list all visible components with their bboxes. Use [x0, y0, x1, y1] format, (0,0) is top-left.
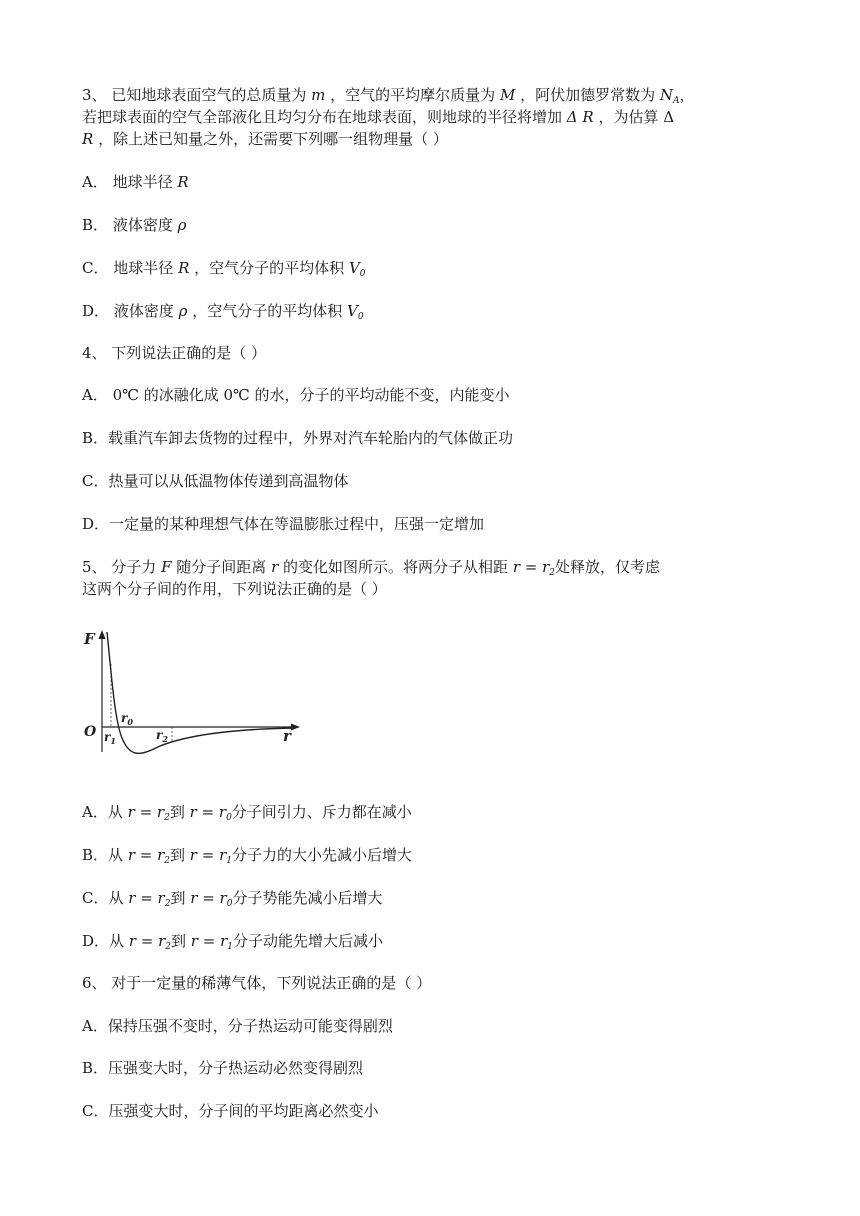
q6-option-c[interactable]: C．压强变大时，分子间的平均距离必然变小 — [82, 1102, 379, 1120]
q3-symbol-delta: Δ — [663, 108, 675, 126]
option-from: r = r — [127, 803, 165, 821]
q5-line-2: 这两个分子间的作用，下列说法正确的是（ ） — [82, 580, 387, 598]
y-axis-label: F — [84, 630, 95, 648]
option-to-word: 到 — [170, 889, 186, 907]
option-symbol-2: V — [347, 302, 358, 320]
option-from: r = r — [127, 846, 165, 864]
q6-option-b[interactable]: B．压强变大时，分子热运动必然变得剧烈 — [82, 1059, 364, 1077]
force-curve — [107, 632, 294, 753]
q5-text-1c: 的变化如图所示。将两分子从相距 — [283, 558, 509, 576]
q3-text-2: 若把球表面的空气全部液化且均匀分布在地球表面，则地球的半径将增加 — [82, 108, 563, 126]
q5-equation-sub: 2 — [549, 568, 556, 578]
option-symbol: R — [178, 259, 190, 277]
q3-option-c[interactable] — [82, 257, 366, 285]
option-letter: B． — [82, 216, 109, 234]
option-from-sub: 2 — [164, 856, 170, 866]
option-to-sub: 1 — [227, 942, 233, 952]
option-to-sub: 1 — [226, 856, 232, 866]
option-from-sub: 2 — [164, 899, 171, 909]
q6-option-a[interactable]: A．保持压强不变时，分子热运动可能变得剧烈 — [82, 1017, 393, 1035]
r0-label: $r_0$ — [121, 711, 133, 727]
q5-text-1d: 处释放，仅考虑 — [555, 558, 661, 576]
q4-option-c[interactable]: C．热量可以从低温物体传递到高温物体 — [82, 472, 349, 490]
option-text: 分子力的大小先减小后增大 — [231, 846, 412, 864]
option-letter: D． — [82, 302, 110, 320]
q3-line-2 — [82, 106, 674, 128]
option-to: r = r — [190, 932, 228, 950]
option-symbol-2-sub: 0 — [359, 269, 366, 279]
q5-text-1a: 5、 分子力 — [82, 558, 157, 576]
q4-option-b[interactable]: B．载重汽车卸去货物的过程中，外界对汽车轮胎内的气体做正功 — [82, 429, 514, 447]
option-letter: A．从 — [82, 803, 123, 821]
q3-option-d[interactable] — [82, 300, 364, 328]
option-to-word: 到 — [171, 932, 187, 950]
q5-equation: r = r — [512, 558, 550, 576]
q6-stem: 6、 对于一定量的稀薄气体，下列说法正确的是（ ） — [82, 974, 432, 992]
option-text: 分子间引力、斥力都在减小 — [231, 803, 412, 821]
option-letter: A． — [82, 173, 108, 191]
y-axis-arrow-icon — [99, 630, 106, 639]
q5-option-d[interactable] — [82, 930, 383, 958]
q5-symbol-r: r — [271, 558, 279, 576]
option-text: 分子势能先减小后增大 — [232, 889, 383, 907]
option-text: 地球半径 — [112, 173, 173, 191]
option-to-sub: 0 — [226, 899, 233, 909]
option-symbol: R — [177, 173, 189, 191]
q5-text-1b: 随分子间距离 — [176, 558, 267, 576]
option-to-word: 到 — [169, 803, 185, 821]
q3-symbol-NA: N — [659, 86, 673, 104]
q3-text-3: ，除上述已知量之外，还需要下列哪一组物理量（ ） — [98, 130, 448, 148]
option-text-2: ，空气分子的平均体积 — [192, 302, 343, 320]
q5-option-b[interactable] — [82, 844, 412, 872]
option-from-sub: 2 — [164, 813, 170, 823]
x-axis-label: r — [283, 727, 291, 745]
q3-symbol-m: m — [311, 86, 326, 104]
q4-option-a[interactable]: A． 0℃ 的冰融化成 0℃ 的水，分子的平均动能不变，内能变小 — [82, 386, 510, 404]
q3-symbol-NA-sub: A — [673, 96, 680, 106]
option-from: r = r — [128, 932, 166, 950]
option-symbol-2: V — [348, 259, 360, 277]
r1-label: $r_1$ — [104, 730, 116, 746]
option-letter: C． — [82, 259, 109, 277]
q3-text-1b: ，空气的平均摩尔质量为 — [330, 86, 496, 104]
option-symbol-2-sub: 0 — [357, 312, 364, 322]
q5-option-c[interactable] — [82, 887, 382, 915]
option-symbol: ρ — [178, 302, 188, 320]
q3-text-1d: ， — [679, 86, 695, 104]
q3-symbol-M: M — [499, 86, 516, 104]
option-letter: D．从 — [82, 932, 125, 950]
option-symbol: ρ — [177, 216, 187, 234]
q4-option-d[interactable]: D．一定量的某种理想气体在等温膨胀过程中，压强一定增加 — [82, 515, 485, 533]
option-to-sub: 0 — [226, 813, 232, 823]
q3-option-b[interactable] — [82, 214, 186, 236]
option-text: 液体密度 — [113, 302, 174, 320]
force-distance-graph — [80, 628, 310, 762]
r2-label: $r_2$ — [156, 728, 168, 744]
option-to-word: 到 — [170, 846, 186, 864]
option-letter: C．从 — [82, 889, 124, 907]
option-to: r = r — [189, 803, 227, 821]
option-to: r = r — [189, 846, 227, 864]
q3-text-2b: ，为估算 — [598, 108, 659, 126]
option-from: r = r — [128, 889, 165, 907]
q3-text-1c: ，阿伏加德罗常数为 — [520, 86, 656, 104]
q3-symbol-R: R — [82, 130, 94, 148]
q3-option-a[interactable] — [82, 171, 189, 193]
option-text: 分子动能先增大后减小 — [232, 932, 383, 950]
option-text: 地球半径 — [113, 259, 174, 277]
option-text: 液体密度 — [112, 216, 173, 234]
q5-symbol-F: F — [161, 558, 172, 576]
q5-option-a[interactable] — [82, 801, 412, 829]
q3-text-1a: 已知地球表面空气的总质量为 — [111, 86, 307, 104]
origin-label: O — [84, 724, 97, 740]
option-to: r = r — [190, 889, 227, 907]
option-from-sub: 2 — [165, 942, 171, 952]
q3-number: 3、 — [82, 86, 107, 104]
option-letter: B．从 — [82, 846, 124, 864]
q4-stem: 4、 下列说法正确的是（ ） — [82, 344, 267, 362]
q3-line-3 — [82, 128, 448, 150]
x-axis-arrow-icon — [291, 724, 300, 731]
option-text-2: ，空气分子的平均体积 — [194, 259, 345, 277]
q3-symbol-dR: Δ R — [566, 108, 594, 126]
